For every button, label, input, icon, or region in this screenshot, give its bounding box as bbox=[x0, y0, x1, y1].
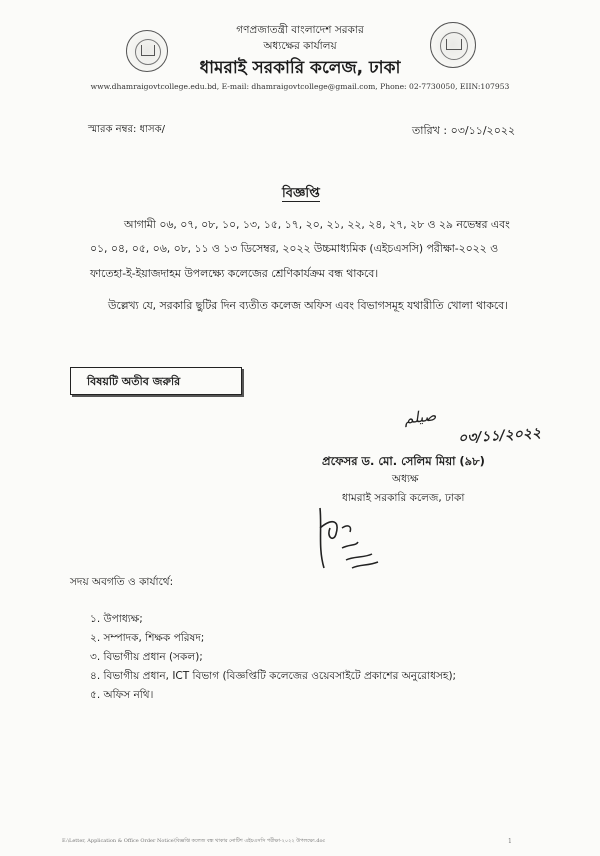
distribution-heading: সদয় অবগতি ও কার্যার্থে: bbox=[70, 576, 174, 588]
footer-page-number: 1 bbox=[508, 838, 512, 845]
handwritten-date: ০৩/১১/২০২২ bbox=[457, 425, 542, 447]
urgent-notice-box bbox=[70, 367, 242, 395]
distribution-item: ৫. অফিস নথি। bbox=[90, 689, 154, 701]
signatory-designation: অধ্যক্ষ bbox=[392, 473, 419, 485]
signatory-office: ধামরাই সরকারি কলেজ, ঢাকা bbox=[342, 492, 465, 504]
header-college-name: ধামরাই সরকারি কলেজ, ঢাকা bbox=[199, 58, 401, 78]
memo-date: তারিখ : ০৩/১১/২০২২ bbox=[412, 124, 516, 137]
notice-para1-line3: ফাতেহা-ই-ইয়াজদাহম উপলক্ষ্যে কলেজের শ্রেণিকার্যক্রম বন্ধ থাকবে। bbox=[90, 267, 379, 280]
memo-reference: স্মারক নম্বর: ধাসক/ bbox=[88, 124, 166, 135]
distribution-item: ৩. বিভাগীয় প্রধান (সকল); bbox=[90, 651, 203, 663]
distribution-item: ৪. বিভাগীয় প্রধান, ICT বিভাগ (বিজ্ঞপ্তিটি কলেজের ওয়েবসাইটে প্রকাশের অনুরোধসহ); bbox=[90, 670, 457, 682]
handwritten-signature: ﺻﯿﻠﻢ bbox=[403, 406, 438, 428]
footer-file-path: E:\Letter, Application & Office Order Notice\বিজ্ঞপ্তি কলেজ বন্ধ থাকার নোটিশ এইচএসসি পরীক্ষা-২০২২ উপলক্ষ্যে.doc bbox=[62, 838, 326, 844]
signatory-name: প্রফেসর ড. মো. সেলিম মিয়া (৯৮) bbox=[322, 454, 485, 468]
header-government: গণপ্রজাতন্ত্রী বাংলাদেশ সরকার bbox=[236, 24, 364, 36]
notice-para2: উল্লেখ্য যে, সরকারি ছুটির দিন ব্যতীত কলেজ অফিস এবং বিভাগসমূহ যথারীতি খোলা থাকবে। bbox=[108, 299, 509, 312]
notice-para1-line2: ০১, ০৪, ০৫, ০৬, ০৮, ১১ ও ১৩ ডিসেম্বর, ২০২২ উচ্চমাধ্যমিক (এইচএসসি) পরীক্ষা-২০২২ ও bbox=[90, 242, 499, 255]
handwritten-initials bbox=[312, 498, 392, 578]
header-office: অধ্যক্ষের কার্যালয় bbox=[263, 40, 337, 52]
distribution-item: ২. সম্পাদক, শিক্ষক পরিষদ; bbox=[90, 632, 205, 644]
distribution-item: ১. উপাধ্যক্ষ; bbox=[90, 613, 143, 625]
header-contact: www.dhamraigovtcollege.edu.bd, E-mail: dhamraigovtcollege@gmail.com, Phone: 02-7730050, EIIN:107953 bbox=[90, 82, 510, 91]
notice-para1-line1: আগামী ০৬, ০৭, ০৮, ১০, ১৩, ১৫, ১৭, ২০, ২১, ২২, ২৪, ২৭, ২৮ ও ২৯ নভেম্বর এবং bbox=[124, 218, 510, 231]
notice-title: বিজ্ঞপ্তি bbox=[282, 186, 320, 201]
urgent-notice-label: বিষয়টি অতীব জরুরি bbox=[87, 375, 181, 388]
